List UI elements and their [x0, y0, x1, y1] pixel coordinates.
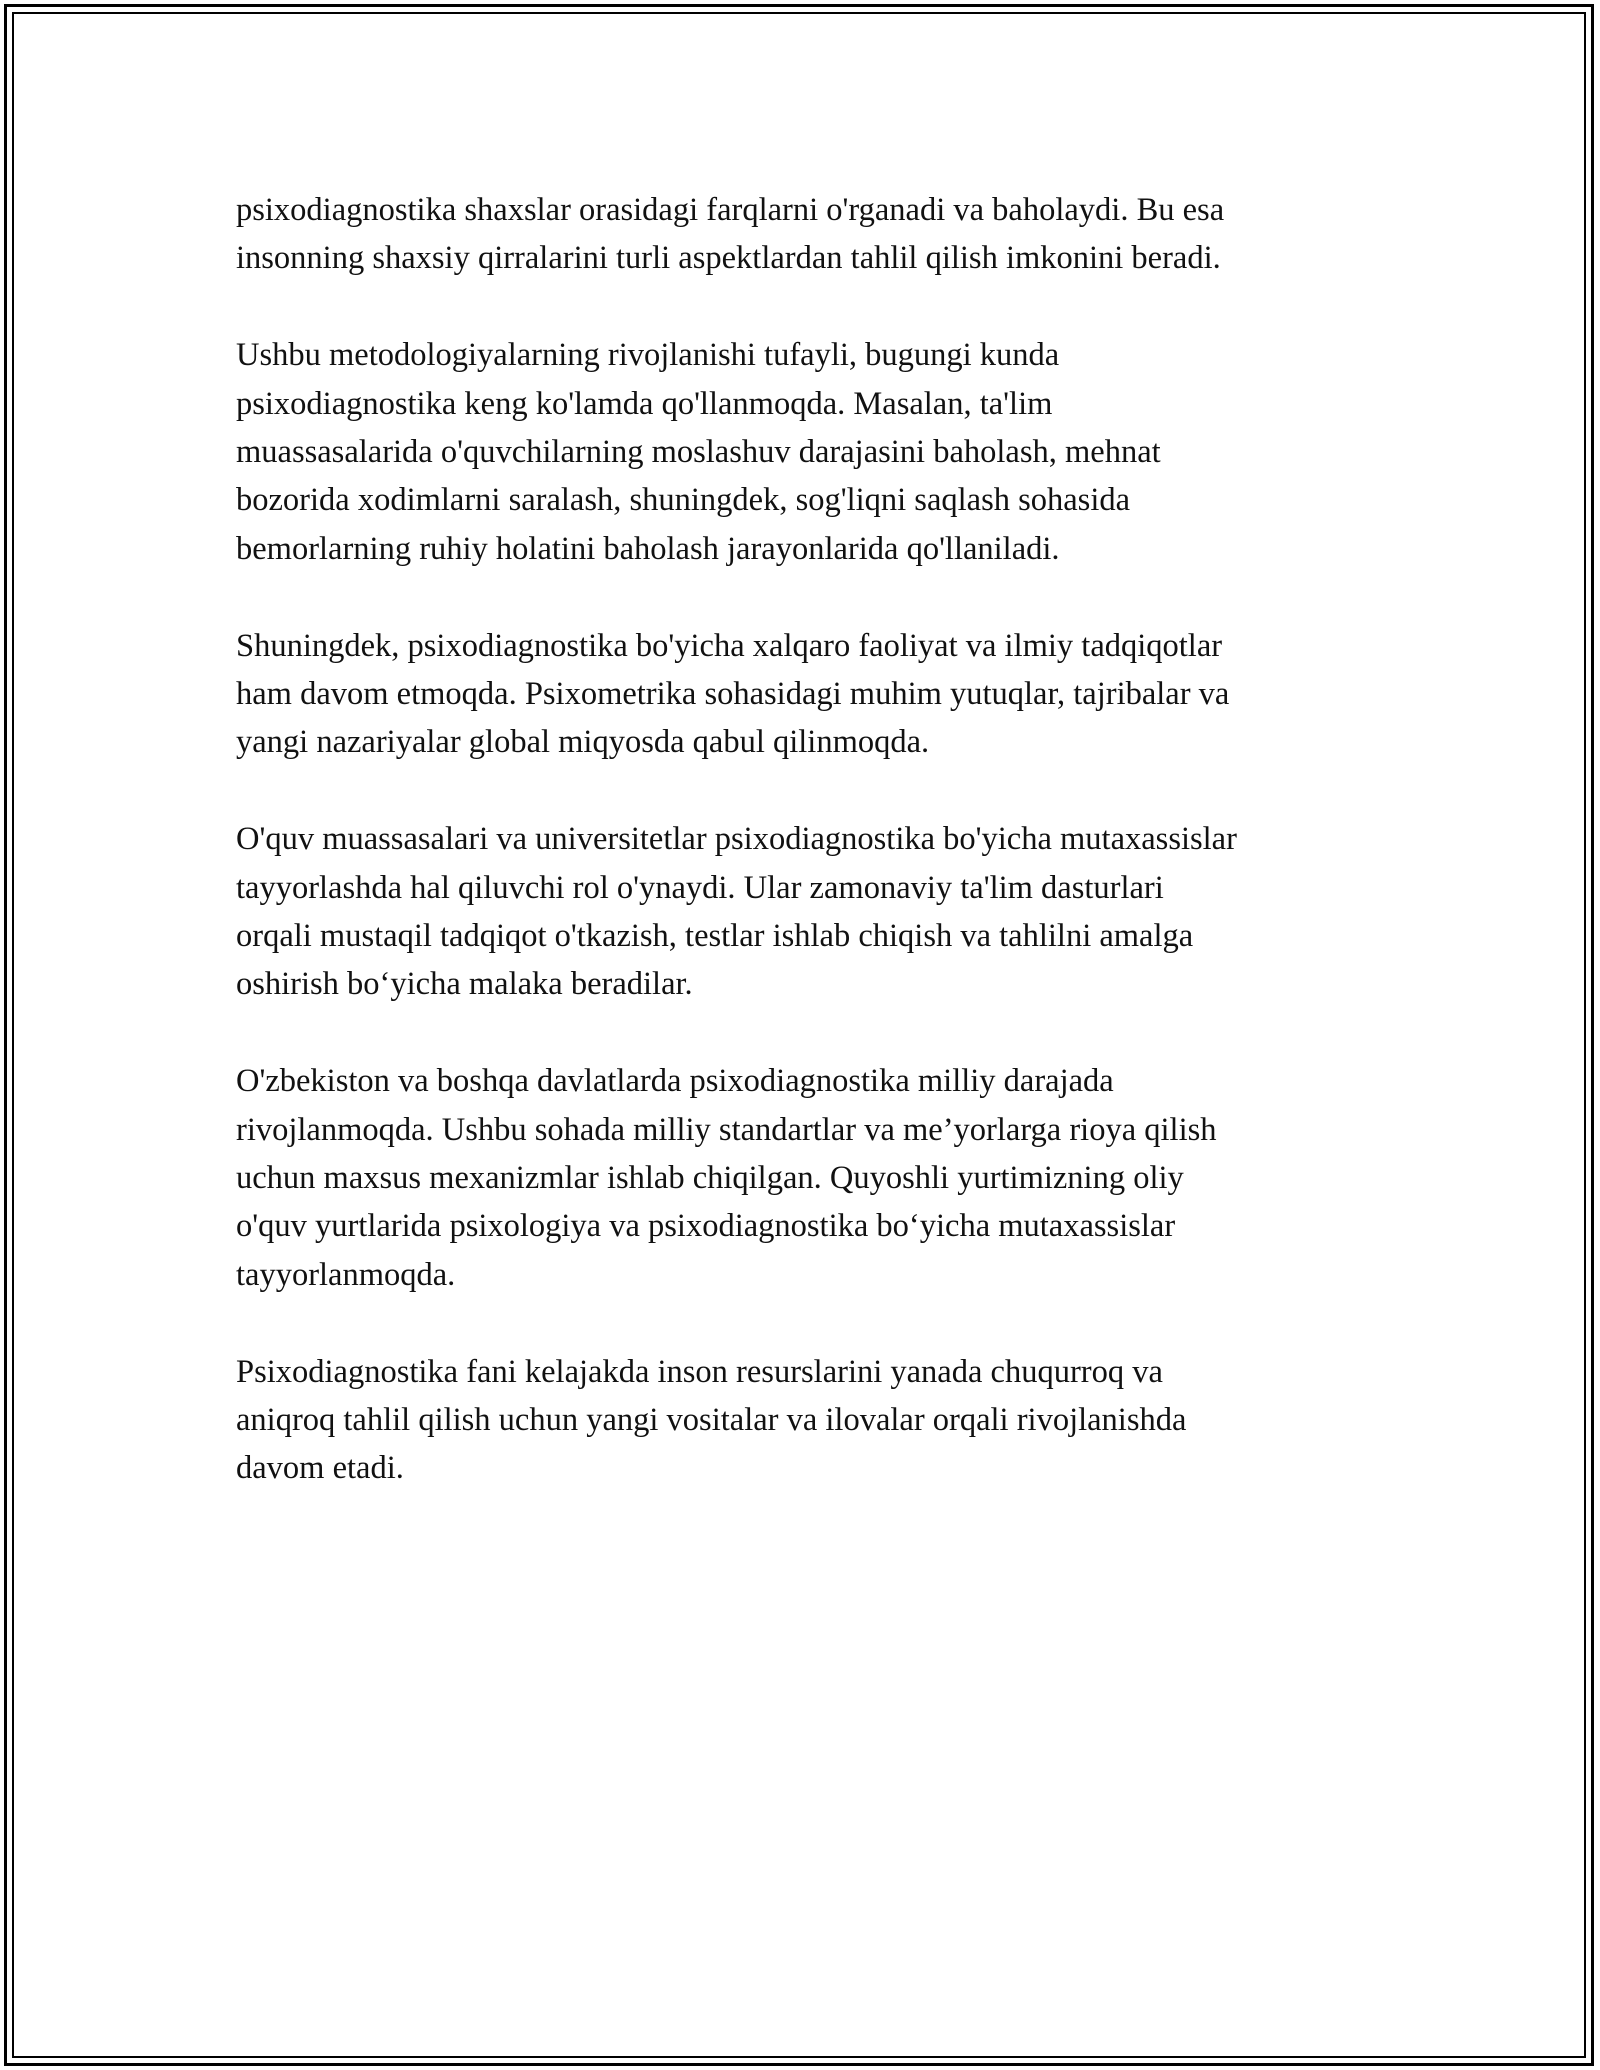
paragraph-3: Shuningdek, psixodiagnostika bo'yicha xalqaro faoliyat va ilmiy tadqiqotlar ham davom etmoqda. Psixometrika sohasidagi muhim yutuqlar, tajribalar va yangi nazariyalar global miqyosda qabul qilinmoqda. — [236, 627, 1230, 761]
paragraph-1: psixodiagnostika shaxslar orasidagi farqlarni o'rganadi va baholaydi. Bu esa insonning shaxsiy qirralarini turli aspektlardan tahlil qilish imkonini beradi. — [236, 192, 1225, 277]
paragraph-5: O'zbekiston va boshqa davlatlarda psixodiagnostika milliy darajada rivojlanmoqda. Ushbu sohada milliy standartlar va me’yorlarga rioya qilish uchun maxsus mexanizmlar ishlab chiqilgan. Quyoshli yurtimizning oliy o'quv yurtlarida psixologiya va psixodiagnostika bo‘yicha mutaxassislar tayyorlanmoqda. — [236, 1063, 1217, 1293]
paragraph-2: Ushbu metodologiyalarning rivojlanishi tufayli, bugungi kunda psixodiagnostika keng ko'lamda qo'llanmoqda. Masalan, ta'lim muassasalarida o'quvchilarning moslashuv darajasini baholash, mehnat bozorida xodimlarni saralash, shuningdek, sog'liqni saqlash sohasida bemorlarning ruhiy holatini baholash jarayonlarida qo'llaniladi. — [236, 337, 1161, 567]
paragraph-4: O'quv muassasalari va universitetlar psixodiagnostika bo'yicha mutaxassislar tayyorlashda hal qiluvchi rol o'ynaydi. Ular zamonaviy ta'lim dasturlari orqali mustaqil tadqiqot o'tkazish, testlar ishlab chiqish va tahlilni amalga oshirish bo‘yicha malaka beradilar. — [236, 821, 1237, 1003]
document-body — [236, 186, 1386, 1541]
paragraph-6: Psixodiagnostika fani kelajakda inson resurslarini yanada chuqurroq va aniqroq tahlil qilish uchun yangi vositalar va ilovalar orqali rivojlanishda davom etadi. — [236, 1353, 1187, 1487]
